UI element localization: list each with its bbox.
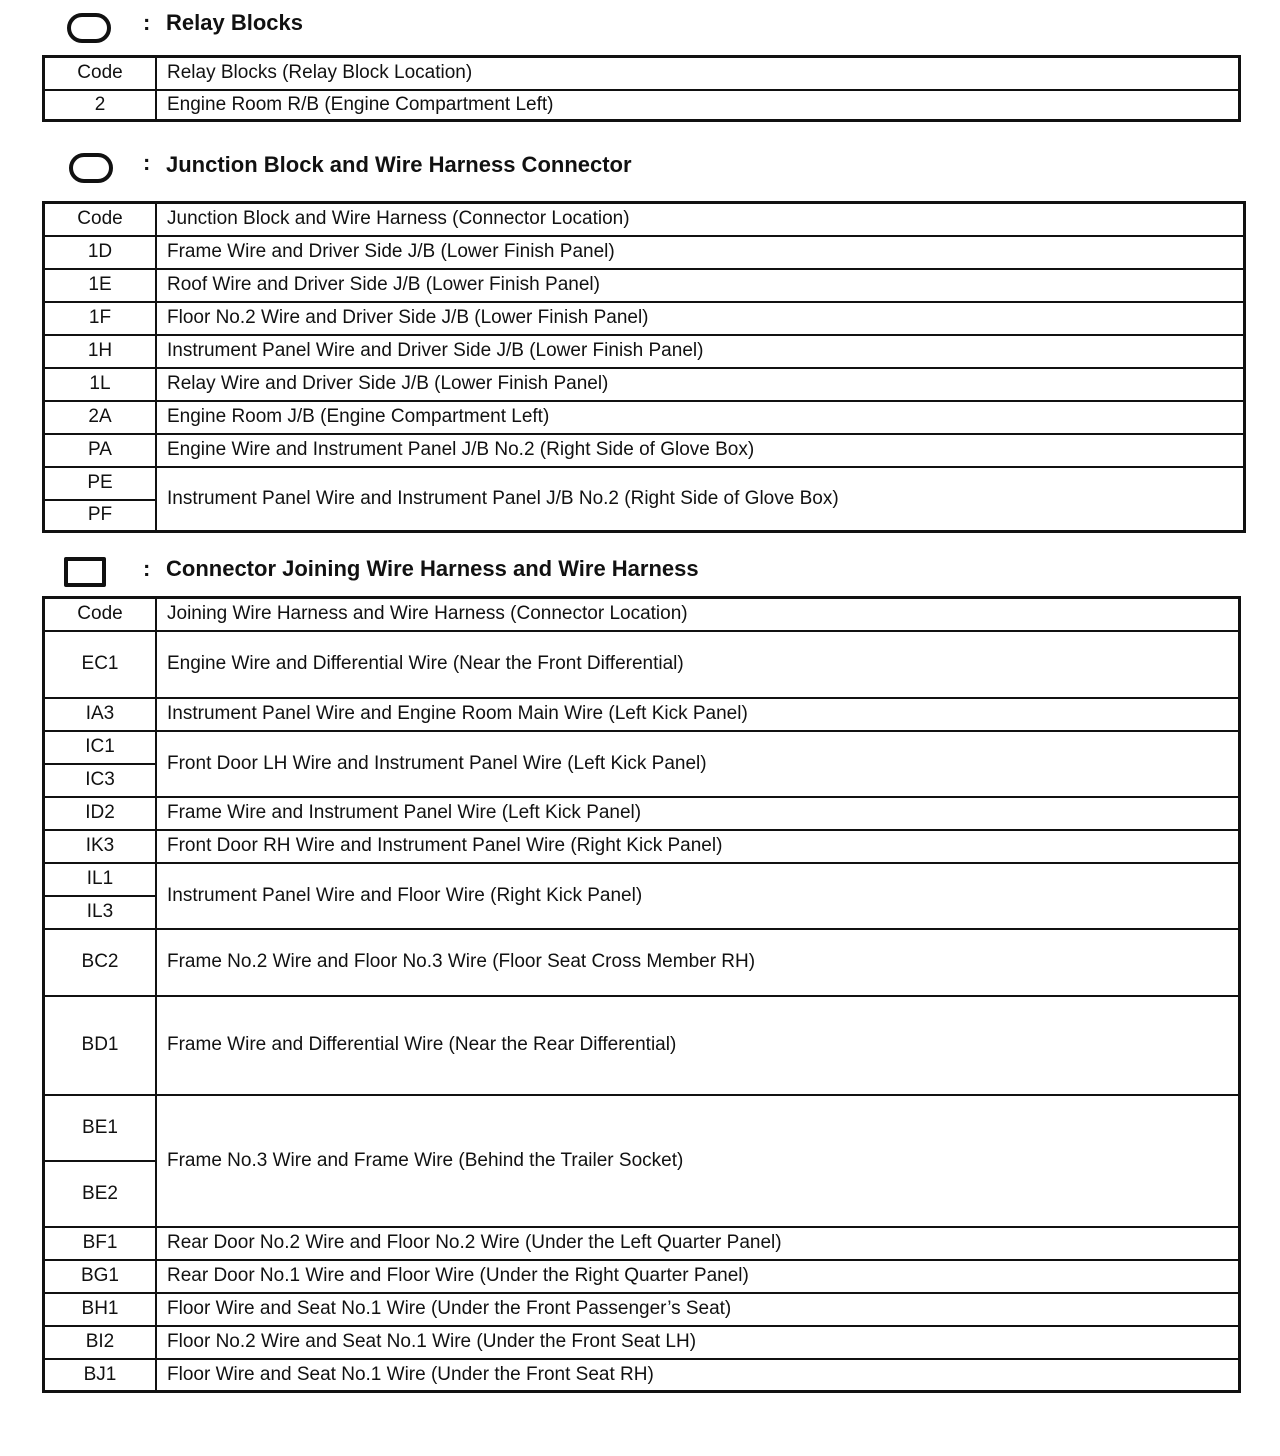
table-row (44, 929, 1240, 996)
table-row (44, 797, 1240, 830)
code-cell: IC3 (44, 764, 157, 797)
code-cell: 1D (44, 236, 157, 269)
description-cell: Engine Room J/B (Engine Compartment Left) (156, 401, 1245, 434)
table-row (44, 698, 1240, 731)
table-row (44, 302, 1245, 335)
section-header-relay-blocks (0, 6, 1280, 42)
section-header-junction-block (0, 148, 1280, 184)
code-cell: IL1 (44, 863, 157, 896)
table-header-row (44, 57, 1240, 90)
header-description: Junction Block and Wire Harness (Connector Location) (156, 203, 1245, 236)
table-row (44, 1227, 1240, 1260)
description-cell: Front Door LH Wire and Instrument Panel Wire (Left Kick Panel) (156, 731, 1240, 797)
header-code: Code (44, 57, 157, 90)
code-cell: BI2 (44, 1326, 157, 1359)
description-cell: Frame Wire and Differential Wire (Near the Rear Differential) (156, 996, 1240, 1095)
code-cell: PF (44, 500, 157, 532)
table-row (44, 467, 1245, 500)
description-cell: Rear Door No.2 Wire and Floor No.2 Wire (Under the Left Quarter Panel) (156, 1227, 1240, 1260)
rounded-rectangle-icon (67, 13, 111, 43)
description-cell: Frame No.2 Wire and Floor No.3 Wire (Floor Seat Cross Member RH) (156, 929, 1240, 996)
code-cell: BH1 (44, 1293, 157, 1326)
description-cell: Instrument Panel Wire and Floor Wire (Right Kick Panel) (156, 863, 1240, 929)
code-cell: BC2 (44, 929, 157, 996)
table-row (44, 236, 1245, 269)
header-code: Code (44, 203, 157, 236)
section-colon: : (143, 10, 151, 35)
code-cell: 2A (44, 401, 157, 434)
header-code: Code (44, 598, 157, 631)
description-cell: Rear Door No.1 Wire and Floor Wire (Under the Right Quarter Panel) (156, 1260, 1240, 1293)
description-cell: Frame Wire and Driver Side J/B (Lower Finish Panel) (156, 236, 1245, 269)
code-cell: IK3 (44, 830, 157, 863)
section-title: Relay Blocks (166, 10, 303, 35)
section-colon: : (143, 150, 151, 175)
header-description: Joining Wire Harness and Wire Harness (Connector Location) (156, 598, 1240, 631)
table-row (44, 830, 1240, 863)
table-row (44, 1095, 1240, 1161)
description-cell: Relay Wire and Driver Side J/B (Lower Finish Panel) (156, 368, 1245, 401)
description-cell: Floor Wire and Seat No.1 Wire (Under the Front Seat RH) (156, 1359, 1240, 1392)
table-row (44, 335, 1245, 368)
table-row (44, 90, 1240, 121)
connector-joining-table (42, 596, 1241, 1393)
description-cell: Frame Wire and Instrument Panel Wire (Left Kick Panel) (156, 797, 1240, 830)
code-cell: BE1 (44, 1095, 157, 1161)
description-cell: Floor No.2 Wire and Seat No.1 Wire (Under the Front Seat LH) (156, 1326, 1240, 1359)
table-row (44, 1326, 1240, 1359)
section-header-connector-joining (0, 552, 1280, 588)
table-row (44, 1359, 1240, 1392)
description-cell: Engine Wire and Instrument Panel J/B No.2 (Right Side of Glove Box) (156, 434, 1245, 467)
code-cell: 1H (44, 335, 157, 368)
code-cell: BJ1 (44, 1359, 157, 1392)
rounded-rectangle-icon (69, 153, 113, 183)
table-header-row (44, 203, 1245, 236)
code-cell: BE2 (44, 1161, 157, 1227)
description-cell: Engine Room R/B (Engine Compartment Left) (156, 90, 1240, 121)
code-cell: PA (44, 434, 157, 467)
description-cell: Roof Wire and Driver Side J/B (Lower Finish Panel) (156, 269, 1245, 302)
code-cell: 2 (44, 90, 157, 121)
square-icon (64, 557, 106, 587)
code-cell: 1F (44, 302, 157, 335)
table-header-row (44, 598, 1240, 631)
table-row (44, 631, 1240, 698)
junction-block-table (42, 201, 1246, 533)
header-description: Relay Blocks (Relay Block Location) (156, 57, 1240, 90)
code-cell: ID2 (44, 797, 157, 830)
relay-blocks-table (42, 55, 1241, 122)
description-cell: Instrument Panel Wire and Driver Side J/B (Lower Finish Panel) (156, 335, 1245, 368)
code-cell: 1E (44, 269, 157, 302)
code-cell: BF1 (44, 1227, 157, 1260)
description-cell: Front Door RH Wire and Instrument Panel Wire (Right Kick Panel) (156, 830, 1240, 863)
table-row (44, 996, 1240, 1095)
table-row (44, 1293, 1240, 1326)
description-cell: Engine Wire and Differential Wire (Near the Front Differential) (156, 631, 1240, 698)
code-cell: BG1 (44, 1260, 157, 1293)
table-row (44, 269, 1245, 302)
table-row (44, 863, 1240, 896)
code-cell: IL3 (44, 896, 157, 929)
code-cell: BD1 (44, 996, 157, 1095)
table-row (44, 368, 1245, 401)
code-cell: IC1 (44, 731, 157, 764)
description-cell: Frame No.3 Wire and Frame Wire (Behind the Trailer Socket) (156, 1095, 1240, 1227)
description-cell: Instrument Panel Wire and Instrument Panel J/B No.2 (Right Side of Glove Box) (156, 467, 1245, 532)
code-cell: EC1 (44, 631, 157, 698)
section-title: Junction Block and Wire Harness Connector (166, 152, 632, 177)
code-cell: 1L (44, 368, 157, 401)
section-colon: : (143, 556, 151, 581)
description-cell: Floor Wire and Seat No.1 Wire (Under the Front Passenger’s Seat) (156, 1293, 1240, 1326)
section-title: Connector Joining Wire Harness and Wire Harness (166, 556, 699, 581)
description-cell: Floor No.2 Wire and Driver Side J/B (Lower Finish Panel) (156, 302, 1245, 335)
code-cell: IA3 (44, 698, 157, 731)
description-cell: Instrument Panel Wire and Engine Room Main Wire (Left Kick Panel) (156, 698, 1240, 731)
table-row (44, 434, 1245, 467)
table-row (44, 731, 1240, 764)
code-cell: PE (44, 467, 157, 500)
table-row (44, 401, 1245, 434)
table-row (44, 1260, 1240, 1293)
